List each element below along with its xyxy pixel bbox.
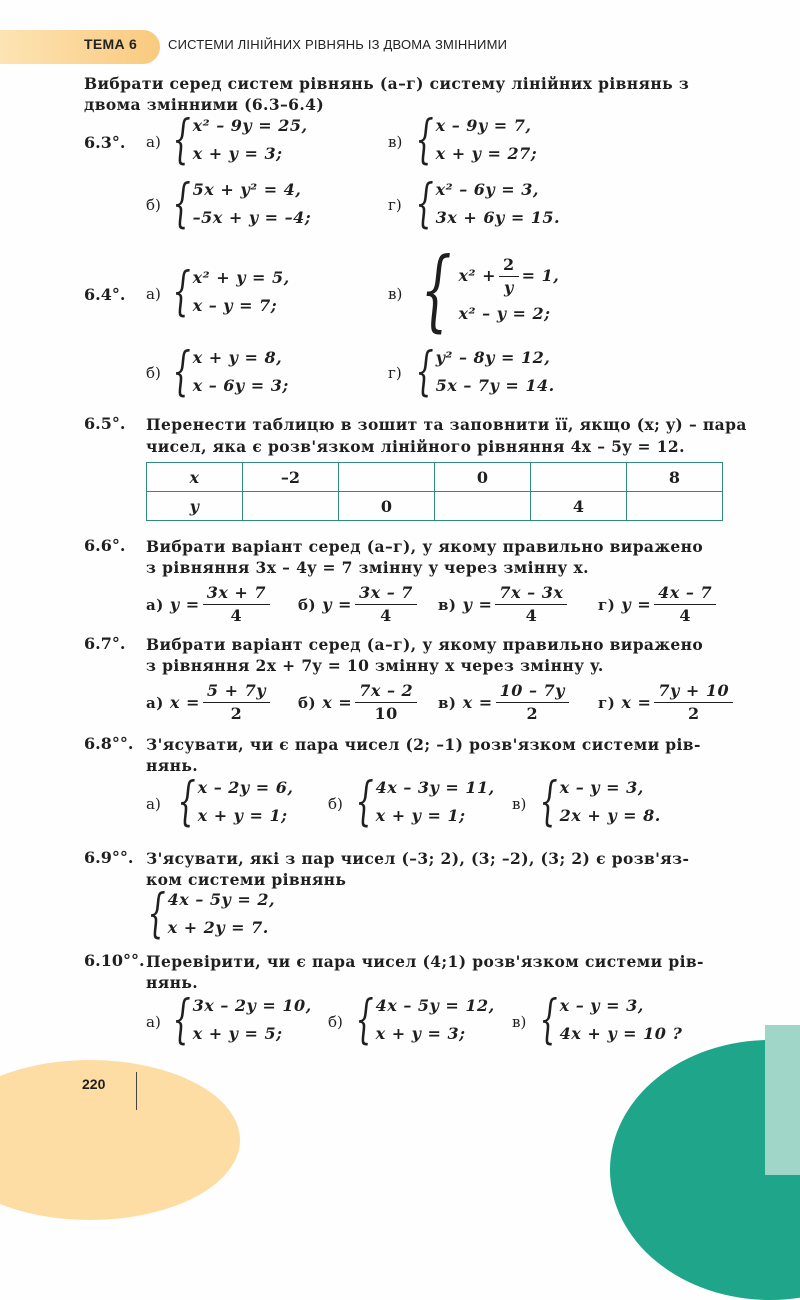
equation-system [140,886,275,942]
fraction-numerator: 7x – 3x [495,582,567,605]
problem-text: чисел, яка є розв'язком лінійного рівняння 4x – 5y = 12. [146,437,685,456]
option-label: а) [146,693,164,712]
equation-line: 5x + y² = 4, [192,180,302,199]
equation-line: 3x + 6y = 15. [435,208,561,227]
problem-text: нянь. [146,756,199,775]
problem-text: З'ясувати, чи є пара чисел (2; –1) розв'язком системи рів- [146,735,701,754]
option-label: а) [146,1013,161,1031]
equation-line: 4x – 5y = 2, [167,890,276,909]
fraction [355,680,417,725]
problem-text: Перевірити, чи є пара чисел (4;1) розв'язком системи рів- [146,952,704,971]
answer-option [298,582,438,627]
equation-line: 3x – 2y = 10, [192,996,312,1015]
fraction [654,582,716,627]
intro-line-1: Вибрати серед систем рівнянь (а–г) систему лінійних рівнянь з [84,74,690,93]
fraction-numerator: 5 + 7y [203,680,270,703]
equation-line: x² – y = 2; [458,304,551,323]
fraction-denominator: 10 [374,704,398,723]
fraction-denominator: 4 [380,606,392,625]
equation-line: 2x + y = 8. [559,806,661,825]
brace-icon: { [539,990,559,1050]
problem-number: 6.9°°. [84,848,134,867]
problem-text: нянь. [146,973,199,992]
equation-system [408,112,537,168]
problem-text: Вибрати варіант серед (а–г), у якому правильно виражено [146,537,704,556]
brace-icon: { [172,990,192,1050]
equation-part: x = [621,693,652,712]
page-number: 220 [82,1076,106,1092]
fraction-numerator: 10 – 7y [496,680,569,703]
fraction [496,680,569,725]
option-label: а) [146,133,161,151]
equation-line: x – 9y = 7, [435,116,532,135]
equation-part: x = [169,693,200,712]
problem-number: 6.3°. [84,133,126,152]
equation-system [532,774,661,830]
fraction-numerator: 7x – 2 [355,680,417,703]
table-cell: 0 [339,492,435,521]
table-cell: y [147,492,243,521]
answer-option [146,680,298,725]
option-label: б) [146,196,161,214]
answer-option [438,582,598,627]
equation-line: 4x – 3y = 11, [375,778,495,797]
answer-options [146,582,738,627]
equation-system [532,992,682,1048]
fraction [654,680,733,725]
problem-number: 6.5°. [84,414,126,433]
table-row [147,463,723,492]
fraction-numerator: 3x – 7 [355,582,417,605]
brace-icon: { [420,238,452,341]
equation-line: x + y = 1; [375,806,466,825]
fraction-denominator: 4 [230,606,243,625]
brace-icon: { [147,884,167,944]
brace-icon: { [177,772,197,832]
fraction-denominator: y [503,277,514,297]
option-label: г) [388,364,402,382]
equation-line: x + y = 3; [192,144,283,163]
table-cell: 4 [531,492,627,521]
fraction-numerator: 3x + 7 [203,582,270,605]
equation-part: y = [169,595,200,614]
option-label: в) [512,1013,527,1031]
table-cell: x [147,463,243,492]
problem-number: 6.6°. [84,536,126,555]
equation-system [165,992,312,1048]
option-label: б) [298,595,317,614]
equation-line: 4x + y = 10 ? [559,1024,683,1043]
brace-icon: { [355,772,375,832]
answer-options [146,680,738,725]
table-row [147,492,723,521]
fraction [495,582,567,627]
fraction-numerator: 4x – 7 [654,582,716,605]
option-label: б) [298,693,317,712]
equation-system [348,992,495,1048]
intro-line-2: двома змінними (6.3–6.4) [84,95,325,114]
equation-part: x = [462,693,493,712]
brace-icon: { [415,342,435,402]
option-label: в) [512,795,527,813]
answer-option [598,680,738,725]
option-label: в) [388,285,403,303]
problem-text: з рівняння 3x – 4y = 7 змінну y через змінну x. [146,558,589,577]
table-cell [531,463,627,492]
option-label: б) [146,364,161,382]
brace-icon: { [355,990,375,1050]
equation-system [348,774,495,830]
fraction [203,680,270,725]
equation-line: x – y = 3, [559,996,644,1015]
equation-part: y = [322,595,352,614]
brace-icon: { [172,174,192,234]
equation-line: x – y = 3, [559,778,644,797]
chapter-title: СИСТЕМИ ЛІНІЙНИХ РІВНЯНЬ ІЗ ДВОМА ЗМІННИМИ [168,37,508,52]
equation-line: x² + y = 5, [192,268,290,287]
brace-icon: { [415,110,435,170]
equation-line: x + y = 8, [192,348,283,367]
equation-part: = 1, [521,266,560,285]
problem-text: з рівняння 2x + 7y = 10 змінну x через змінну y. [146,656,604,675]
chapter-label: ТЕМА 6 [84,36,138,52]
option-label: б) [328,795,343,813]
equation-system [408,344,555,400]
fraction-numerator: 7y + 10 [654,680,733,703]
problem-number: 6.8°°. [84,734,134,753]
option-label: а) [146,795,161,813]
equation-line: x – y = 7; [192,296,278,315]
equation-line: x + y = 5; [192,1024,283,1043]
equation-line: x² – 9y = 25, [192,116,308,135]
brace-icon: { [539,772,559,832]
equation-system [170,774,293,830]
table-cell [339,463,435,492]
option-label: в) [438,595,457,614]
equation-line [459,252,560,300]
equation-line: 5x – 7y = 14. [435,376,555,395]
equation-line: x – 6y = 3; [192,376,289,395]
option-label: г) [598,595,616,614]
equation-system [408,176,560,232]
answer-option [438,680,598,725]
answer-option [298,680,438,725]
answer-option [598,582,738,627]
page-divider [136,1072,137,1110]
option-label: г) [598,693,616,712]
fraction-denominator: 2 [230,704,243,723]
problem-number: 6.7°. [84,634,126,653]
equation-system [165,176,311,232]
equation-line: 4x – 5y = 12, [375,996,495,1015]
brace-icon: { [172,342,192,402]
equation-part: x = [322,693,353,712]
problem-text: Вибрати варіант серед (а–г), у якому правильно виражено [146,635,704,654]
table-cell: 0 [435,463,531,492]
fraction-denominator: 2 [687,704,700,723]
equation-line: x + y = 1; [197,806,288,825]
fraction-denominator: 4 [525,606,538,625]
equation-system [165,112,308,168]
fraction-numerator: 2 [499,254,519,277]
fraction-denominator: 2 [526,704,539,723]
equation-line: –5x + y = –4; [192,208,312,227]
option-label: а) [146,285,161,303]
fraction [355,582,417,627]
table-cell [435,492,531,521]
equation-line: x + y = 3; [375,1024,466,1043]
equation-line: x + y = 27; [435,144,538,163]
option-label: а) [146,595,164,614]
table-cell [243,492,339,521]
fraction [499,254,519,299]
values-table [146,462,723,521]
brace-icon: { [172,110,192,170]
problem-number: 6.10°°. [84,951,145,970]
equation-line: y² – 8y = 12, [435,348,551,367]
equation-part: y = [462,595,493,614]
decor-shape-left [0,1060,240,1220]
equation-line: x – 2y = 6, [197,778,294,797]
problem-number: 6.4°. [84,285,126,304]
equation-part: x² + [458,266,497,285]
option-label: б) [328,1013,343,1031]
problem-text: ком системи рівнянь [146,870,347,889]
equation-line: x + 2y = 7. [167,918,269,937]
problem-text: Перенести таблицю в зошит та заповнити її, якщо (x; y) – пара [146,415,747,434]
table-cell [627,492,723,521]
fraction-denominator: 4 [679,606,691,625]
equation-system [408,238,560,341]
option-label: в) [388,133,403,151]
table-cell: –2 [243,463,339,492]
equation-system [165,344,289,400]
equation-system [165,264,290,320]
option-label: г) [388,196,402,214]
equation-line: x² – 6y = 3, [435,180,539,199]
equation-part: y = [621,595,652,614]
problem-text: З'ясувати, які з пар чисел (–3; 2), (3; –2), (3; 2) є розв'яз- [146,849,690,868]
decor-strip-right [765,1025,800,1175]
table-cell: 8 [627,463,723,492]
brace-icon: { [415,174,435,234]
brace-icon: { [172,262,192,322]
option-label: в) [438,693,457,712]
answer-option [146,582,298,627]
fraction [203,582,270,627]
